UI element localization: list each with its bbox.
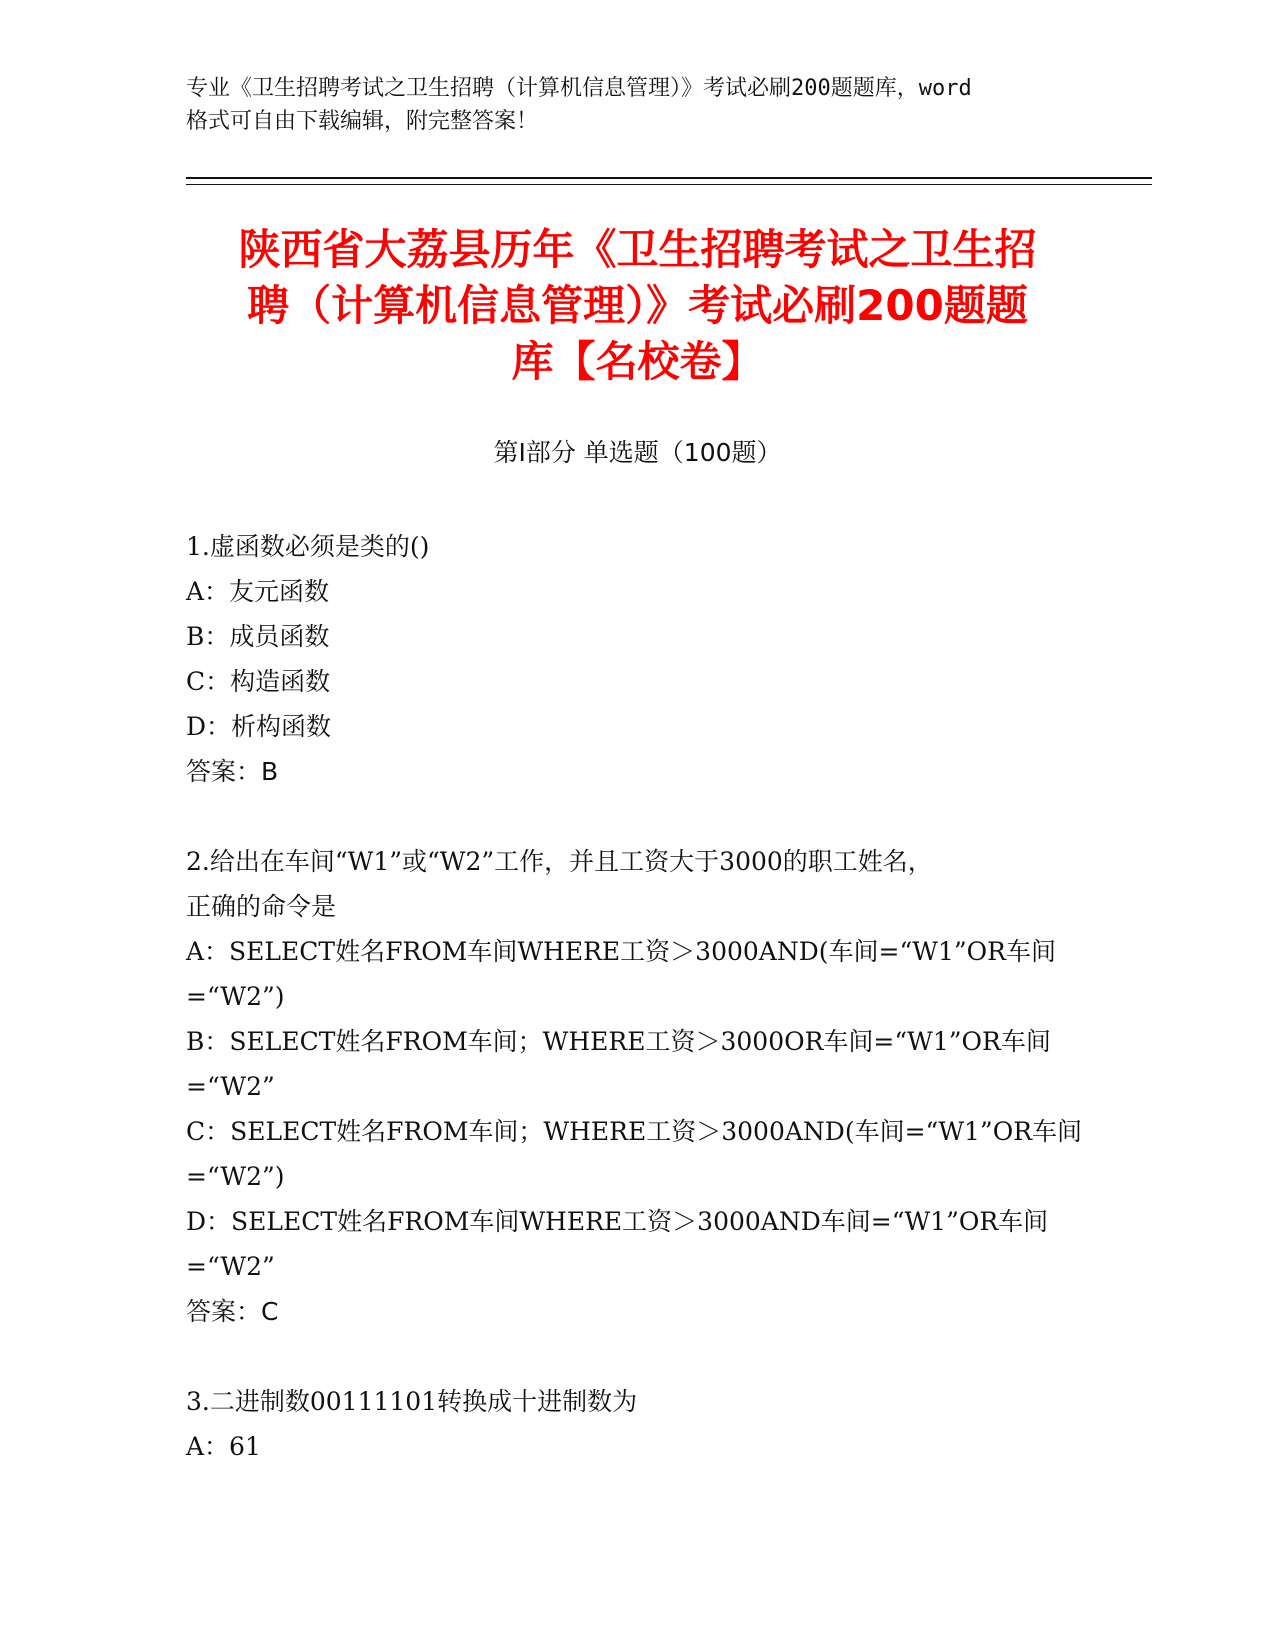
question-2 (186, 839, 1086, 1334)
option-a-continued: =“W2”) (186, 982, 285, 1011)
option-c-continued: =“W2”) (186, 1162, 285, 1191)
option-b: B：SELECT姓名FROM车间；WHERE工资＞3000OR车间=“W1”OR车间 (186, 1027, 1051, 1056)
question-stem-continued: 正确的命令是 (186, 892, 337, 921)
document-title (186, 222, 1089, 390)
option-d: D：SELECT姓名FROM车间WHERE工资＞3000AND车间=“W1”OR车间 (186, 1207, 1049, 1236)
question-spacer (186, 794, 1086, 839)
header-divider-thick (186, 177, 1152, 179)
header-note-line-2: 格式可自由下载编辑，附完整答案！ (186, 109, 539, 134)
document-title-line-1: 陕西省大荔县历年《卫生招聘考试之卫生招 (238, 225, 1037, 274)
option-d-continued: =“W2” (186, 1252, 275, 1281)
section-heading: 第I部分 单选题（100题） (493, 438, 782, 467)
option-c: C：构造函数 (186, 667, 331, 696)
option-b-continued: =“W2” (186, 1072, 275, 1101)
header-divider-thin (186, 184, 1152, 185)
question-stem: 3.二进制数00111101转换成十进制数为 (186, 1387, 638, 1416)
question-list (186, 524, 1086, 1469)
question-stem: 2.给出在车间“W1”或“W2”工作，并且工资大于3000的职工姓名， (186, 847, 933, 876)
option-d: D：析构函数 (186, 712, 332, 741)
question-spacer (186, 1334, 1086, 1379)
option-a: A：SELECT姓名FROM车间WHERE工资＞3000AND(车间=“W1”OR车间 (186, 937, 1056, 966)
question-stem: 1.虚函数必须是类的() (186, 532, 430, 561)
option-a: A：61 (186, 1432, 261, 1461)
answer-line: 答案：B (186, 757, 279, 786)
question-1 (186, 524, 1086, 794)
option-b: B：成员函数 (186, 622, 330, 651)
option-a: A：友元函数 (186, 577, 330, 606)
answer-line: 答案：C (186, 1297, 279, 1326)
document-title-line-3: 库【名校卷】 (511, 337, 764, 386)
option-c: C：SELECT姓名FROM车间；WHERE工资＞3000AND(车间=“W1”OR车间 (186, 1117, 1083, 1146)
header-note-line-1: 专业《卫生招聘考试之卫生招聘（计算机信息管理）》考试必刷200题题库，word (186, 76, 972, 101)
header-note (186, 72, 1086, 138)
document-title-line-2: 聘（计算机信息管理）》考试必刷200题题 (247, 281, 1028, 330)
question-3 (186, 1379, 1086, 1469)
